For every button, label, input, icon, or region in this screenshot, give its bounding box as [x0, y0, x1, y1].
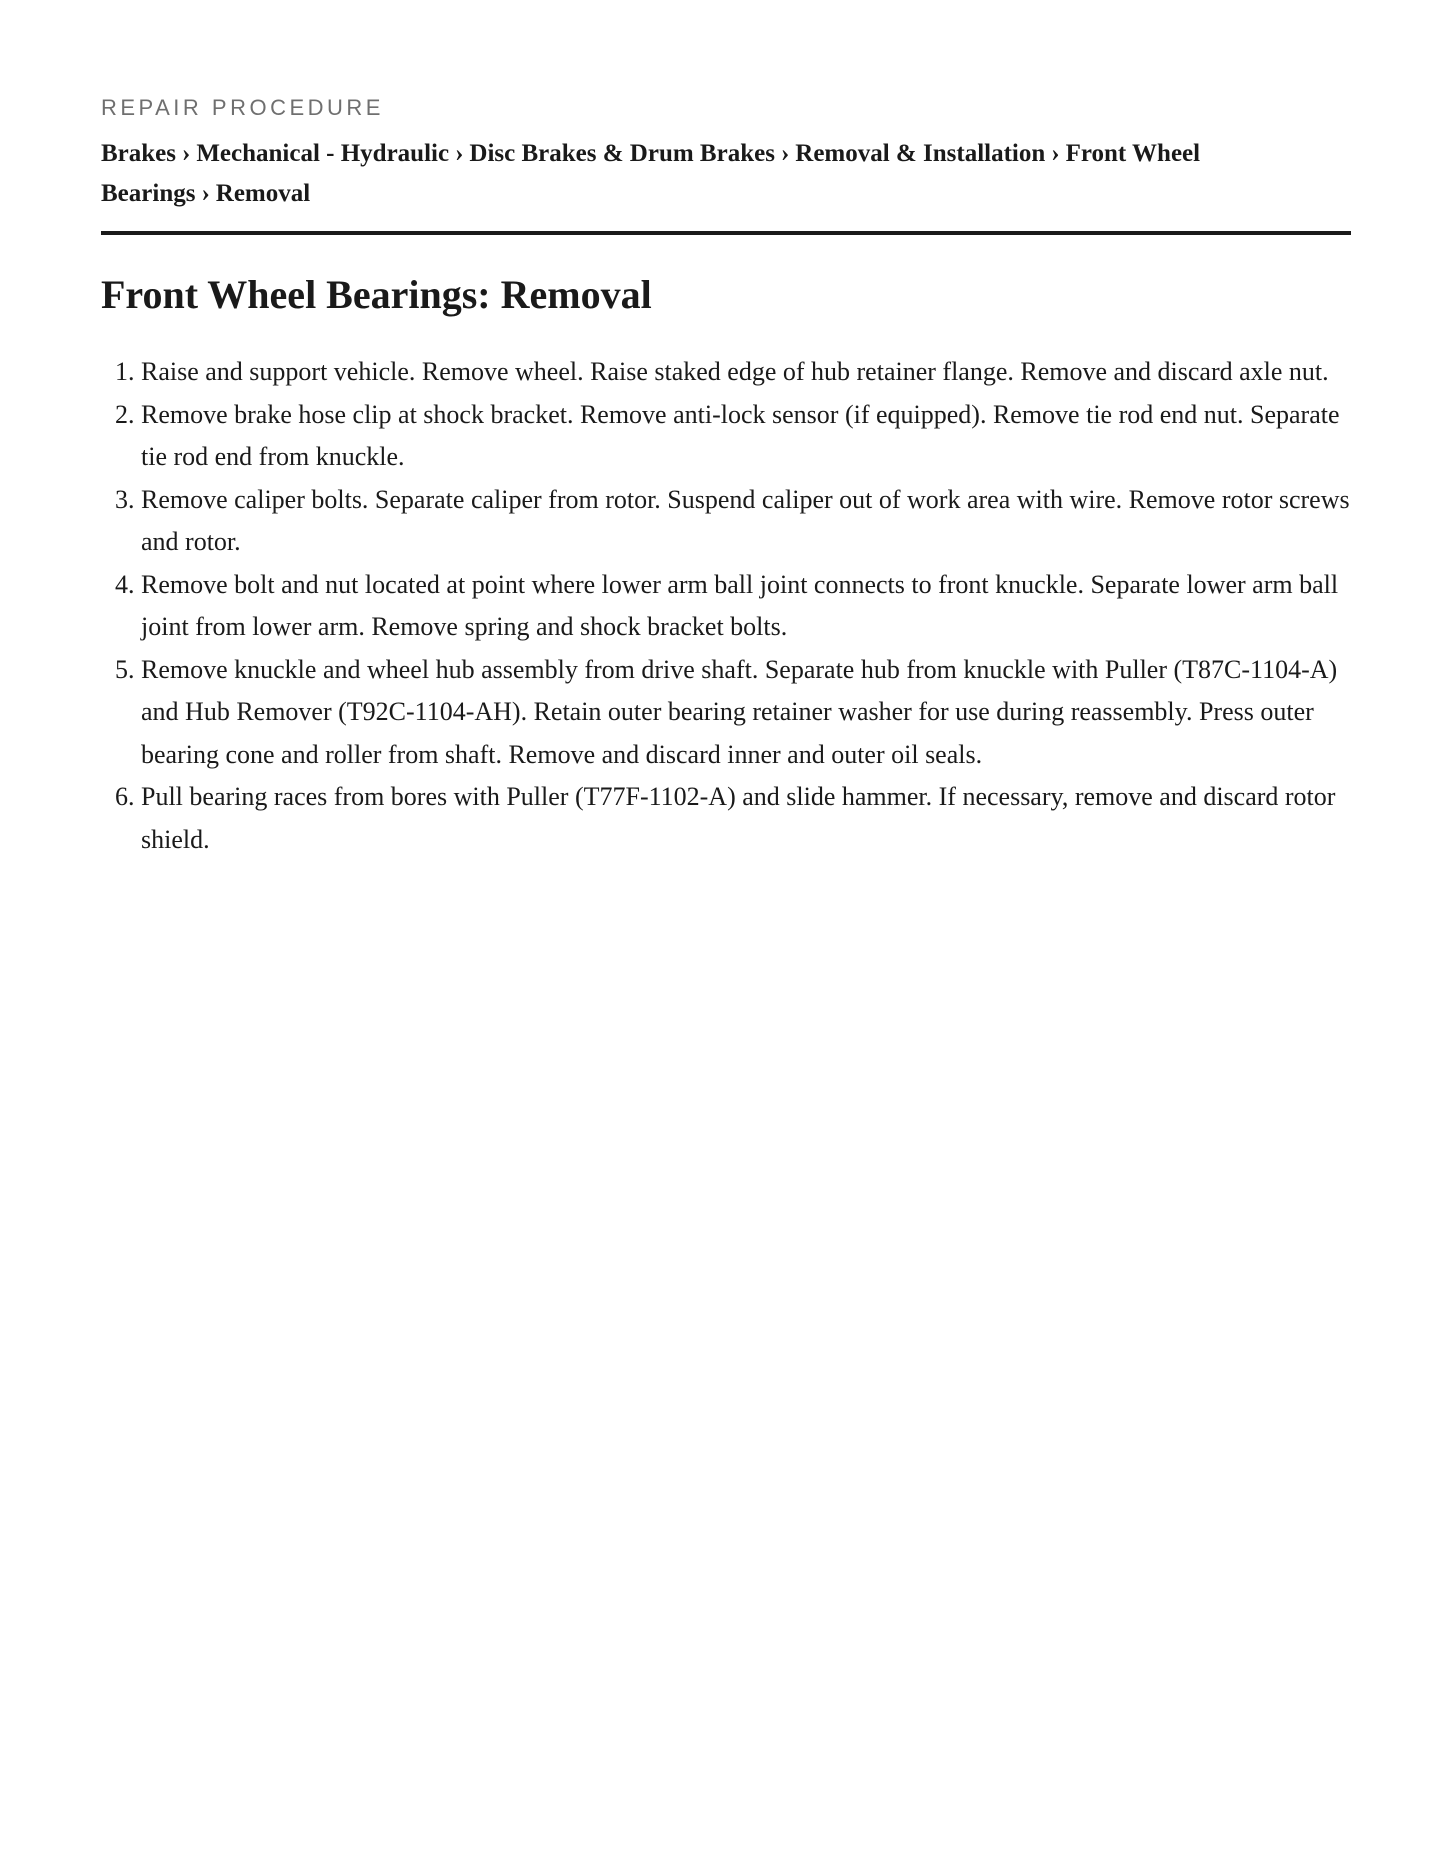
page-title: Front Wheel Bearings: Removal [101, 272, 652, 317]
document-page [101, 94, 1351, 861]
breadcrumb-separator: › [455, 140, 464, 167]
procedure-step: 4. Remove bolt and nut located at point where lower arm ball joint connects to front knuckle. Separate lower arm ball joint from lower arm. Remove spring and shock bracket bolts. [141, 564, 1351, 649]
breadcrumb-item: Brakes [101, 140, 176, 167]
breadcrumb-separator: › [1051, 140, 1060, 167]
procedure-steps [101, 351, 1351, 861]
section-eyebrow: REPAIR PROCEDURE [101, 95, 384, 120]
breadcrumb-item: Removal & Installation [795, 140, 1046, 167]
procedure-step: 6. Pull bearing races from bores with Puller (T77F-1102-A) and slide hammer. If necessary, remove and discard rotor shield. [141, 776, 1351, 861]
breadcrumb-item: Front Wheel Bearings [101, 140, 1201, 207]
procedure-step: 5. Remove knuckle and wheel hub assembly from drive shaft. Separate hub from knuckle with Puller (T87C-1104-A) and Hub Remover (T92C-1104-AH). Retain outer bearing retainer washer for use during reassembly. Press outer bearing cone and roller from shaft. Remove and discard inner and outer oil seals. [141, 649, 1351, 777]
breadcrumb-separator: › [201, 180, 210, 207]
procedure-step: 2. Remove brake hose clip at shock bracket. Remove anti-lock sensor (if equipped). Remove tie rod end nut. Separate tie rod end from knuckle. [141, 394, 1351, 479]
breadcrumb [101, 134, 1351, 235]
breadcrumb-item: Mechanical - Hydraulic [196, 140, 450, 167]
breadcrumb-item: Removal [215, 180, 311, 207]
breadcrumb-separator: › [780, 140, 790, 167]
procedure-step: 3. Remove caliper bolts. Separate caliper from rotor. Suspend caliper out of work area with wire. Remove rotor screws and rotor. [141, 479, 1351, 564]
breadcrumb-item: Disc Brakes & Drum Brakes [469, 140, 775, 167]
procedure-step: 1. Raise and support vehicle. Remove wheel. Raise staked edge of hub retainer flange. Remove and discard axle nut. [141, 351, 1351, 394]
breadcrumb-separator: › [182, 140, 191, 167]
